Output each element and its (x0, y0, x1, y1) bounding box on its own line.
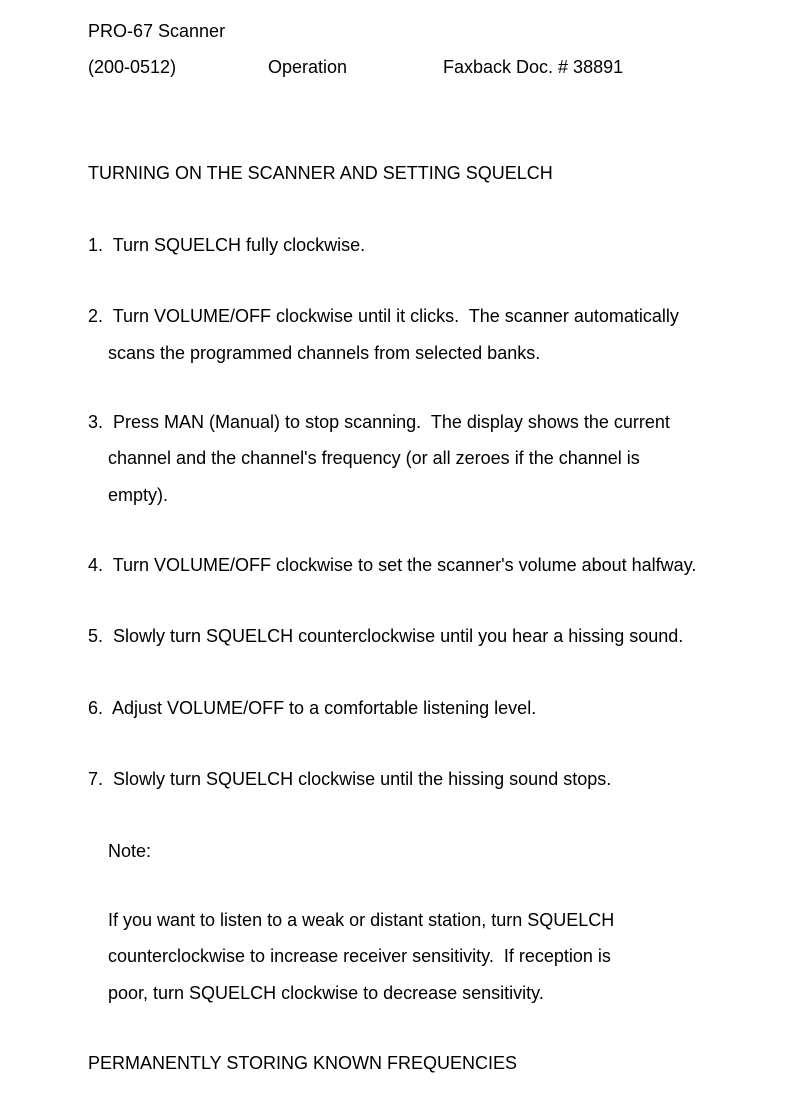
note-line-1: If you want to listen to a weak or distant station, turn SQUELCH (108, 910, 615, 930)
step-5: 5. Slowly turn SQUELCH counterclockwise until you hear a hissing sound. (88, 626, 684, 646)
note-label: Note: (108, 841, 152, 861)
section-heading-squelch: TURNING ON THE SCANNER AND SETTING SQUELCH (88, 163, 553, 183)
document-title: PRO-67 Scanner (88, 21, 226, 41)
step-3-continued-2: empty). (108, 485, 169, 505)
catalog-number: (200-0512) (88, 57, 177, 77)
step-3: 3. Press MAN (Manual) to stop scanning. The display shows the current (88, 412, 670, 432)
step-7: 7. Slowly turn SQUELCH clockwise until the hissing sound stops. (88, 769, 612, 789)
section-label: Operation (268, 57, 348, 77)
step-2: 2. Turn VOLUME/OFF clockwise until it clicks. The scanner automatically (88, 306, 679, 326)
step-1: 1. Turn SQUELCH fully clockwise. (88, 235, 366, 255)
step-6: 6. Adjust VOLUME/OFF to a comfortable listening level. (88, 698, 537, 718)
note-line-3: poor, turn SQUELCH clockwise to decrease sensitivity. (108, 983, 544, 1003)
step-2-continued: scans the programmed channels from selected banks. (108, 343, 541, 363)
section-heading-storing: PERMANENTLY STORING KNOWN FREQUENCIES (88, 1053, 518, 1073)
note-line-2: counterclockwise to increase receiver sensitivity. If reception is (108, 946, 611, 966)
faxback-doc-number: Faxback Doc. # 38891 (443, 57, 624, 77)
step-3-continued: channel and the channel's frequency (or all zeroes if the channel is (108, 448, 640, 468)
step-4: 4. Turn VOLUME/OFF clockwise to set the scanner's volume about halfway. (88, 555, 697, 575)
